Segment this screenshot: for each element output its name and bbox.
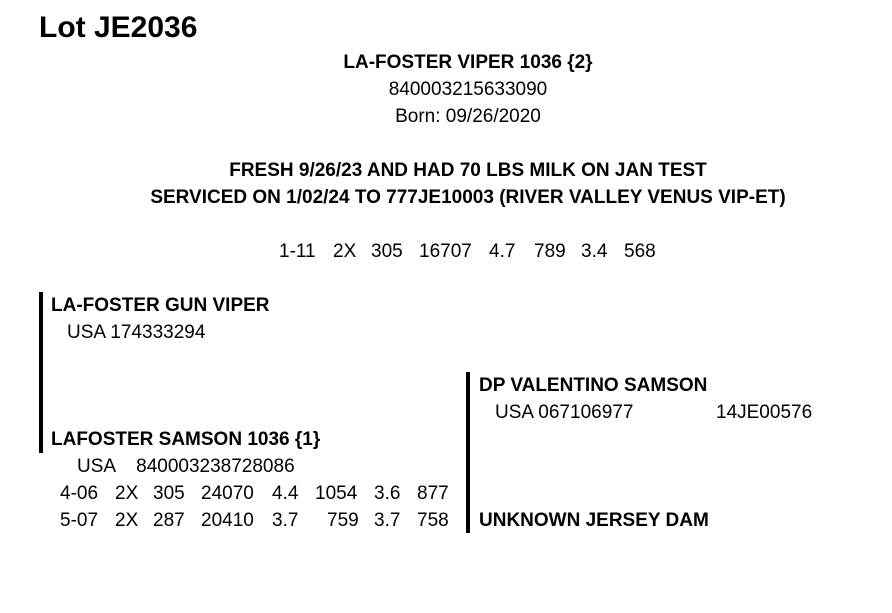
record-days: 305 [371, 241, 403, 262]
record-protein-lbs: 568 [624, 241, 656, 262]
note-fresh: FRESH 9/26/23 AND HAD 70 LBS MILK ON JAN TEST [229, 160, 707, 181]
record-milk: 20410 [201, 510, 254, 531]
record-fat-lbs: 1054 [315, 483, 358, 504]
record-fat-lbs: 789 [534, 241, 566, 262]
record-milk: 16707 [419, 241, 472, 262]
record-protein-lbs: 758 [417, 510, 449, 531]
lot-number: Lot JE2036 [39, 11, 198, 44]
pedigree-bracket-right [466, 372, 470, 533]
record-milkings: 2X [115, 510, 139, 531]
birth-date: Born: 09/26/2020 [395, 106, 541, 127]
record-fat-pct: 4.7 [489, 241, 516, 262]
record-age: 1-11 [279, 241, 316, 262]
record-age: 5-07 [60, 510, 99, 531]
note-serviced: SERVICED ON 1/02/24 TO 777JE10003 (RIVER VALLEY VENUS VIP-ET) [150, 187, 786, 208]
record-milkings: 2X [115, 483, 139, 504]
sire-name: LA-FOSTER GUN VIPER [51, 295, 270, 316]
dam-dam-name: UNKNOWN JERSEY DAM [479, 510, 709, 531]
dam-sire-registration: USA 067106977 [495, 402, 634, 423]
record-fat-pct: 3.7 [272, 510, 299, 531]
dam-record-2 [0, 510, 470, 534]
sire-registration: USA 174333294 [67, 322, 206, 343]
record-milk: 24070 [201, 483, 254, 504]
record-protein-lbs: 877 [417, 483, 449, 504]
dam-sire-name: DP VALENTINO SAMSON [479, 375, 708, 396]
record-days: 305 [153, 483, 185, 504]
record-age: 4-06 [60, 483, 99, 504]
dam-name: LAFOSTER SAMSON 1036 {1} [51, 429, 321, 450]
pedigree-bracket-left [39, 292, 43, 453]
record-protein-pct: 3.6 [374, 483, 401, 504]
record-fat-pct: 4.4 [272, 483, 299, 504]
record-milkings: 2X [333, 241, 357, 262]
animal-name: LA-FOSTER VIPER 1036 {2} [343, 52, 593, 73]
record-days: 287 [153, 510, 185, 531]
own-production-record [0, 241, 892, 265]
dam-record-1 [0, 483, 470, 507]
record-fat-lbs: 759 [327, 510, 359, 531]
dam-registration: USA 840003238728086 [77, 456, 295, 477]
animal-id: 840003215633090 [388, 79, 548, 100]
record-protein-pct: 3.7 [374, 510, 401, 531]
record-protein-pct: 3.4 [581, 241, 608, 262]
dam-sire-code: 14JE00576 [716, 402, 813, 423]
